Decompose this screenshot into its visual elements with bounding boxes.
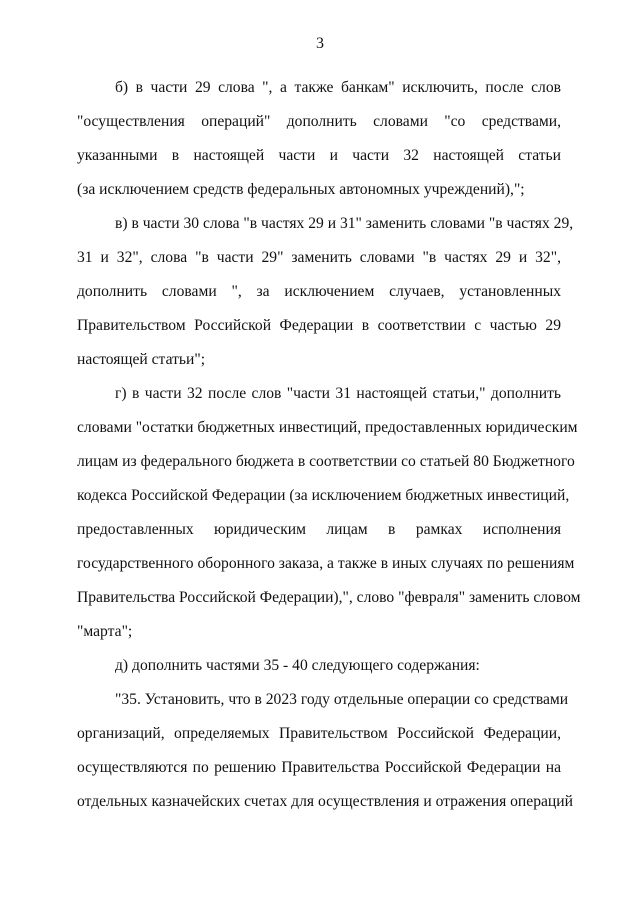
- text-line: организаций, определяемых Правительством Российской Федерации,: [77, 725, 561, 742]
- text-line: г) в части 32 после слов "части 31 настоящей статьи," дополнить: [115, 385, 561, 402]
- paragraph-35: [77, 683, 573, 819]
- text-line: в) в части 30 слова "в частях 29 и 31" заменить словами "в частях 29,: [115, 215, 574, 232]
- text-line: 31 и 32", слова "в части 29" заменить словами "в частях 29 и 32",: [77, 249, 561, 266]
- text-line: настоящей статьи";: [77, 351, 206, 368]
- text-line: д) дополнить частями 35 - 40 следующего содержания:: [115, 657, 480, 674]
- text-line: предоставленных юридическим лицам в рамках исполнения: [77, 521, 561, 538]
- paragraph-v: [77, 207, 574, 377]
- text-line: "осуществления операций" дополнить словами "со средствами,: [77, 113, 561, 130]
- text-line: "марта";: [77, 623, 133, 640]
- text-line: словами "остатки бюджетных инвестиций, предоставленных юридическим: [77, 419, 578, 436]
- text-line: Правительством Российской Федерации в соответствии с частью 29: [77, 317, 561, 334]
- text-line: (за исключением средств федеральных автономных учреждений),";: [77, 181, 525, 198]
- text-line: "35. Установить, что в 2023 году отдельные операции со средствами: [115, 691, 569, 708]
- page-number: 3: [316, 35, 324, 52]
- text-line: лицам из федерального бюджета в соответствии со статьей 80 Бюджетного: [77, 453, 575, 470]
- text-line: осуществляются по решению Правительства Российской Федерации на: [77, 759, 561, 776]
- paragraph-g: [77, 377, 581, 649]
- text-line: указанными в настоящей части и части 32 настоящей статьи: [77, 147, 561, 164]
- text-line: дополнить словами ", за исключением случаев, установленных: [77, 283, 561, 300]
- text-line: кодекса Российской Федерации (за исключением бюджетных инвестиций,: [77, 487, 570, 504]
- paragraph-d: [77, 649, 561, 683]
- document-body: [77, 71, 581, 819]
- text-line: отдельных казначейских счетах для осуществления и отражения операций: [77, 793, 573, 810]
- text-line: б) в части 29 слова ", а также банкам" исключить, после слов: [115, 79, 561, 96]
- text-line: государственного оборонного заказа, а также в иных случаях по решениям: [77, 555, 575, 572]
- paragraph-b: [77, 71, 561, 207]
- text-line: Правительства Российской Федерации),", слово "февраля" заменить словом: [77, 589, 581, 606]
